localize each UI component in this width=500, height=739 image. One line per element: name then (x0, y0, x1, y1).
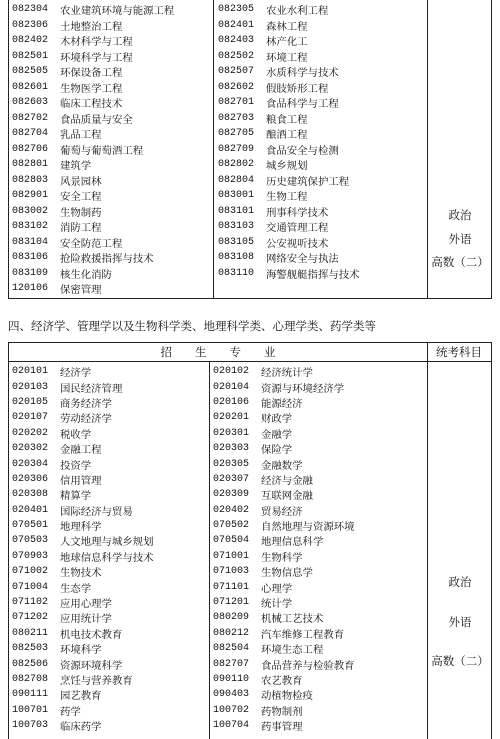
major-row (215, 250, 427, 266)
major-code: 071101 (213, 581, 250, 593)
major-code: 090403 (213, 689, 250, 701)
major-code: 083106 (12, 252, 49, 264)
major-row (215, 126, 427, 142)
major-row (9, 564, 209, 579)
major-row (9, 157, 213, 173)
major-name: 汽车维修工程教育 (261, 628, 345, 641)
major-code: 082901 (12, 190, 49, 202)
major-code: 020301 (213, 427, 250, 439)
major-code: 083108 (218, 252, 255, 264)
major-row (210, 441, 427, 456)
major-name: 粮食工程 (266, 113, 308, 126)
major-code: 083001 (218, 190, 255, 202)
major-name: 网络安全与执法 (266, 253, 339, 266)
major-name: 经济与金融 (261, 474, 313, 487)
major-name: 生物制药 (60, 206, 102, 219)
major-code: 082804 (218, 174, 255, 186)
major-name: 国际经济与贸易 (60, 505, 133, 518)
major-code: 082402 (12, 35, 49, 47)
major-code: 082502 (218, 50, 255, 62)
major-code: 083103 (218, 221, 255, 233)
major-row (210, 426, 427, 441)
major-row (9, 718, 209, 733)
major-row (9, 641, 209, 656)
major-name: 环境工程 (266, 51, 308, 64)
major-name: 安全工程 (60, 191, 102, 204)
major-row (215, 80, 427, 96)
major-code: 020102 (213, 366, 250, 378)
major-name: 能源经济 (261, 397, 303, 410)
major-code: 071102 (12, 597, 49, 609)
major-code: 020305 (213, 458, 250, 470)
major-row (9, 579, 209, 594)
subject-foreign-language: 外语 (448, 231, 472, 246)
major-name: 酿酒工程 (266, 129, 308, 142)
major-code: 100704 (213, 720, 250, 732)
major-row (9, 518, 209, 533)
major-code: 020107 (12, 412, 49, 424)
major-row (9, 472, 209, 487)
major-name: 应用统计学 (60, 613, 112, 626)
major-name: 保密管理 (60, 284, 102, 297)
major-code: 083101 (218, 205, 255, 217)
major-code: 082401 (218, 19, 255, 31)
major-row (9, 687, 209, 702)
major-row (9, 703, 209, 718)
major-table-upper (8, 0, 492, 299)
major-row (9, 18, 213, 34)
major-row (215, 188, 427, 204)
major-code: 020104 (213, 381, 250, 393)
major-name: 食品营养与检验教育 (261, 659, 355, 672)
major-row (9, 533, 209, 548)
major-code: 082603 (12, 97, 49, 109)
major-name: 信用管理 (60, 474, 102, 487)
major-name: 临床药学 (60, 721, 102, 734)
major-row (215, 142, 427, 158)
major-name: 经济学 (60, 367, 92, 380)
major-name: 木材科学与工程 (60, 36, 133, 49)
major-name: 动植物检疫 (261, 690, 313, 703)
major-code: 070504 (213, 535, 250, 547)
major-code: 120106 (12, 283, 49, 295)
major-row (9, 281, 213, 297)
major-name: 临床工程技术 (60, 98, 123, 111)
major-row (210, 379, 427, 394)
major-row (9, 173, 213, 189)
major-row (9, 441, 209, 456)
major-row (210, 410, 427, 425)
header-major: 招 生 专 业 (9, 343, 427, 362)
major-row (210, 549, 427, 564)
major-name: 核生化消防 (60, 268, 112, 281)
major-code: 083105 (218, 236, 255, 248)
major-code: 100701 (12, 704, 49, 716)
major-code: 020309 (213, 489, 250, 501)
major-code: 020307 (213, 473, 250, 485)
major-name: 环保设备工程 (60, 67, 123, 80)
header-subject: 统考科目 (427, 343, 491, 362)
major-code: 082403 (218, 35, 255, 47)
major-row (210, 595, 427, 610)
major-row (210, 626, 427, 641)
major-name: 环境科学与工程 (60, 51, 133, 64)
left-major-column (9, 2, 213, 298)
section-title: 四、经济学、管理学以及生物科学类、地理科学类、心理学类、药学类等 (8, 319, 376, 333)
major-code: 090110 (213, 674, 250, 685)
major-name: 食品科学与工程 (266, 98, 339, 111)
major-name: 公安视听技术 (266, 237, 329, 250)
major-code: 082305 (218, 4, 255, 16)
major-code: 082705 (218, 128, 255, 140)
major-row (215, 33, 427, 49)
major-code: 020105 (12, 396, 49, 408)
major-name: 互联网金融 (261, 490, 313, 503)
major-row (215, 95, 427, 111)
major-row (215, 49, 427, 65)
major-name: 消防工程 (60, 222, 102, 235)
major-name: 应用心理学 (60, 598, 112, 611)
major-code: 082702 (12, 112, 49, 124)
major-code: 090111 (12, 689, 49, 701)
major-row (210, 533, 427, 548)
major-code: 082704 (12, 128, 49, 140)
major-name: 林产化工 (266, 36, 308, 49)
major-name: 心理学 (261, 582, 293, 595)
major-row (9, 49, 213, 65)
major-name: 自然地理与资源环境 (261, 521, 355, 534)
major-code: 082504 (213, 643, 250, 655)
major-name: 药事管理 (261, 721, 303, 734)
major-name: 税收学 (60, 428, 92, 441)
major-name: 生物科学 (261, 551, 303, 564)
major-code: 082803 (12, 174, 49, 186)
major-name: 环境科学 (60, 644, 102, 657)
major-code: 082602 (218, 81, 255, 93)
major-code: 083109 (12, 267, 49, 279)
major-code: 082501 (12, 50, 49, 62)
exam-subjects (428, 210, 492, 269)
major-code: 080209 (213, 612, 250, 624)
subject-politics: 政治 (448, 575, 472, 589)
major-row (210, 472, 427, 487)
major-row (9, 250, 213, 266)
major-name: 地理科学 (60, 521, 102, 534)
right-major-column (210, 364, 427, 739)
major-name: 海警舰艇指挥与技术 (266, 268, 360, 281)
major-code: 083110 (218, 267, 255, 279)
major-row (9, 126, 213, 142)
major-name: 国民经济管理 (60, 382, 123, 395)
major-row (210, 579, 427, 594)
subject-foreign-language: 外语 (448, 614, 472, 629)
major-row (9, 549, 209, 564)
major-name: 药物制剂 (261, 705, 303, 718)
major-row (215, 173, 427, 189)
major-code: 071202 (12, 612, 49, 624)
major-name: 森林工程 (266, 20, 308, 33)
major-row (9, 503, 209, 518)
major-name: 抢险救援指挥与技术 (60, 253, 154, 266)
major-row (210, 656, 427, 671)
major-code: 020103 (12, 381, 49, 393)
major-code: 082802 (218, 159, 255, 171)
major-code: 082306 (12, 19, 49, 31)
major-code: 070503 (12, 535, 49, 547)
major-row (210, 487, 427, 502)
major-name: 生物信息学 (261, 567, 313, 580)
major-code: 082701 (218, 97, 255, 109)
major-name: 历史建筑保护工程 (266, 175, 350, 188)
major-code: 082601 (12, 81, 49, 93)
major-code: 020101 (12, 366, 49, 378)
major-row (9, 456, 209, 471)
major-code: 020106 (213, 396, 250, 408)
major-name: 机电技术教育 (60, 628, 123, 641)
major-row (9, 80, 213, 96)
major-row (9, 64, 213, 80)
major-name: 金融数学 (261, 459, 303, 472)
major-row (9, 2, 213, 18)
major-row (9, 95, 213, 111)
major-row (9, 395, 209, 410)
major-code: 080211 (12, 627, 49, 639)
major-row (9, 111, 213, 127)
major-name: 农艺教育 (261, 675, 303, 687)
major-name: 建筑学 (60, 160, 92, 173)
major-name: 水质科学与技术 (266, 67, 339, 80)
major-name: 贸易经济 (261, 505, 303, 518)
major-code: 020303 (213, 443, 250, 455)
major-code: 082707 (213, 658, 250, 670)
major-name: 地球信息科学与技术 (60, 551, 154, 564)
subject-math: 高数（二） (431, 255, 489, 269)
major-name: 生态学 (60, 582, 92, 595)
major-name: 生物技术 (60, 567, 102, 580)
major-row (210, 687, 427, 702)
major-name: 生物医学工程 (60, 82, 123, 95)
major-code: 082507 (218, 66, 255, 78)
major-name: 食品安全与检测 (266, 144, 339, 157)
major-name: 环境生态工程 (261, 644, 324, 657)
major-row (210, 610, 427, 625)
right-major-column (215, 2, 427, 298)
major-row (210, 395, 427, 410)
major-name: 安全防范工程 (60, 237, 123, 250)
major-name: 城乡规划 (266, 160, 308, 173)
major-name: 精算学 (60, 490, 92, 503)
major-code: 082703 (218, 112, 255, 124)
major-code: 083102 (12, 221, 49, 233)
major-row (210, 456, 427, 471)
major-name: 食品质量与安全 (60, 113, 133, 126)
major-row (210, 503, 427, 518)
major-name: 机械工艺技术 (261, 613, 324, 626)
major-row (210, 718, 427, 733)
exam-subjects (428, 577, 492, 668)
major-name: 农业建筑环境与能源工程 (60, 5, 175, 18)
major-code: 082706 (12, 143, 49, 155)
major-name: 葡萄与葡萄酒工程 (60, 144, 144, 157)
major-row (9, 364, 209, 379)
major-row (210, 518, 427, 533)
major-code: 071201 (213, 597, 250, 609)
major-code: 082304 (12, 4, 49, 16)
major-name: 人文地理与城乡规划 (60, 536, 154, 549)
major-row (215, 64, 427, 80)
major-code: 020304 (12, 458, 49, 470)
major-code: 080212 (213, 627, 250, 639)
major-row (210, 364, 427, 379)
major-row (9, 142, 213, 158)
major-code: 083002 (12, 205, 49, 217)
major-code: 070502 (213, 520, 250, 532)
major-code: 020201 (213, 412, 250, 424)
major-name: 资源与环境经济学 (261, 382, 345, 395)
subject-math: 高数（二） (431, 654, 489, 668)
major-row (9, 410, 209, 425)
major-row (210, 703, 427, 718)
major-row (215, 281, 427, 297)
major-row (9, 204, 213, 220)
major-name: 资源环境科学 (60, 659, 123, 672)
major-code: 082503 (12, 643, 49, 655)
major-name: 药学 (60, 705, 81, 718)
major-row (9, 235, 213, 251)
major-row (215, 157, 427, 173)
major-code: 070501 (12, 520, 49, 532)
major-row (9, 379, 209, 394)
major-name: 园艺教育 (60, 690, 102, 703)
major-row (215, 111, 427, 127)
major-code: 020402 (213, 504, 250, 516)
major-name: 金融工程 (60, 444, 102, 457)
major-code: 082505 (12, 66, 49, 78)
major-code: 020306 (12, 473, 49, 485)
major-row (215, 2, 427, 18)
major-name: 土地整治工程 (60, 20, 123, 33)
major-code: 070903 (12, 550, 49, 562)
major-name: 地理信息科学 (261, 536, 324, 549)
major-row (9, 33, 213, 49)
major-code: 082506 (12, 658, 49, 670)
major-code: 020202 (12, 427, 49, 439)
major-name: 劳动经济学 (60, 413, 112, 426)
major-row (9, 266, 213, 282)
major-row (9, 610, 209, 625)
major-code: 100702 (213, 704, 250, 716)
major-name: 农业水利工程 (266, 5, 329, 18)
left-major-column (9, 364, 209, 739)
major-table-lower (8, 342, 492, 739)
major-code: 071003 (213, 566, 250, 578)
major-name: 保险学 (261, 444, 293, 457)
major-row (210, 672, 427, 687)
major-row (215, 18, 427, 34)
major-code: 020308 (12, 489, 49, 501)
major-name: 乳品工程 (60, 129, 102, 142)
major-name: 交通管理工程 (266, 222, 329, 235)
major-row (9, 219, 213, 235)
major-name: 生物工程 (266, 191, 308, 204)
major-name: 经济统计学 (261, 367, 313, 380)
major-row (9, 595, 209, 610)
major-row (210, 564, 427, 579)
major-name: 风景园林 (60, 175, 102, 188)
major-name: 商务经济学 (60, 397, 112, 410)
major-code: 082801 (12, 159, 49, 171)
major-name: 投资学 (60, 459, 92, 472)
major-row (9, 626, 209, 641)
major-code: 082708 (12, 674, 49, 685)
major-row (9, 672, 209, 687)
major-name: 财政学 (261, 413, 293, 426)
major-name: 烹饪与营养教育 (60, 675, 133, 687)
major-name: 金融学 (261, 428, 293, 441)
major-row (215, 219, 427, 235)
major-name: 假肢矫形工程 (266, 82, 329, 95)
subject-politics: 政治 (448, 208, 472, 222)
major-code: 100703 (12, 720, 49, 732)
major-row (215, 266, 427, 282)
major-code: 020401 (12, 504, 49, 516)
major-row (215, 204, 427, 220)
major-code: 020302 (12, 443, 49, 455)
major-code: 071002 (12, 566, 49, 578)
major-row (9, 426, 209, 441)
major-name: 统计学 (261, 598, 293, 611)
major-row (9, 188, 213, 204)
major-row (9, 487, 209, 502)
major-row (210, 641, 427, 656)
major-code: 071004 (12, 581, 49, 593)
major-code: 082709 (218, 143, 255, 155)
major-name: 刑事科学技术 (266, 206, 329, 219)
major-code: 071001 (213, 550, 250, 562)
major-code: 083104 (12, 236, 49, 248)
major-row (215, 235, 427, 251)
major-row (9, 656, 209, 671)
